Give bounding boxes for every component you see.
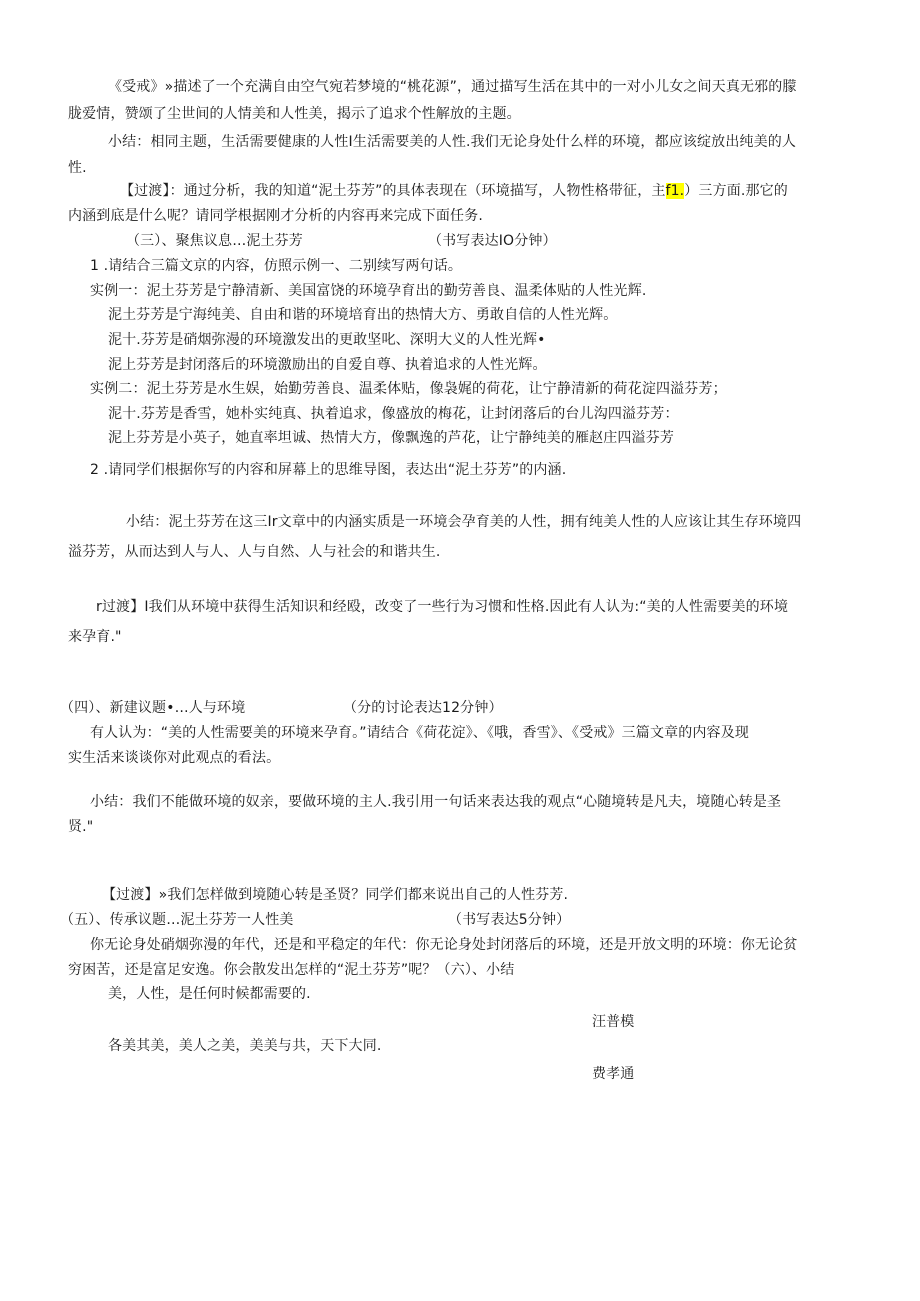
summary-1-line-2: 性. bbox=[68, 160, 87, 176]
transition-1-text-b: ）三方面.那它的 bbox=[684, 183, 788, 199]
summary-3-line-1: 小结：我们不能做环境的奴亲，要做环境的主人.我引用一句话来表达我的观点“心随境转是凡夫，境随心转是圣 bbox=[90, 794, 782, 810]
summary-2-line-1: 小结：泥土芬芳在这三Ir文章中的内涵实质是一环境会孕育美的人性，拥有纯美人性的人应该让其生存环境四 bbox=[126, 514, 802, 530]
example-2-answer-b: 泥上芬芳是小英子，她直率坦诚、热情大方，像飘逸的芦花，让宁静纯美的雁赵庄四溢芬芳 bbox=[108, 430, 674, 446]
section-5-time-note: （书写表达5分钟） bbox=[448, 912, 571, 928]
paragraph-5-line-1: 你无论身处硝烟弥漫的年代，还是和平稳定的年代：你无论身处封闭落后的环境，还是开放文明的环境：你无论贫 bbox=[90, 937, 798, 953]
transition-2-line-1: r过渡】I我们从环境中获得生活知识和经殴，改变了一些行为习惯和性格.因此有人认为:“美的人性需要美的环境 bbox=[96, 599, 789, 615]
transition-1-line-2: 内涵到底是什么呢？请同学根据刚才分析的内容再来完成下面任务. bbox=[68, 208, 483, 224]
example-2-line: 实例二：泥土芬芳是水生娱，始勤劳善良、温柔体贴，像袅娓的荷花，让宁静清新的荷花淀四溢芬芳； bbox=[90, 381, 727, 397]
highlighted-text: f1. bbox=[665, 183, 685, 199]
section-4-heading: （四）、新建议题•…人与环境 bbox=[60, 700, 246, 716]
summary-2-line-2: 溢芬芳，从而达到人与人、人与自然、人与社会的和谐共生. bbox=[68, 544, 441, 560]
question-4-line-1: 有人认为：“美的人性需要美的环境来孕育。”请结合《荷花淀》、《哦，香雪》、《受戒》三篇文章的内容及现 bbox=[90, 725, 750, 741]
task-2: 2 .请同学们根据你写的内容和屏幕上的思维导图，表达出“泥土芬芳”的内涵. bbox=[90, 462, 567, 478]
section-5-heading: （五）、传承议题…泥土芬芳一人性美 bbox=[60, 912, 294, 928]
paragraph-intro-line-1: 《受戒》»描述了一个充满自由空气宛若梦境的“桃花源”，通过描写生活在其中的一对小儿女之间天真无邪的朦 bbox=[108, 79, 797, 95]
transition-1-line-1 bbox=[120, 181, 788, 201]
section-4-time-note: （分的讨论表达12分钟） bbox=[343, 700, 503, 716]
transition-3: 【过渡】»我们怎样做到境随心转是圣贤？同学们都来说出自己的人性芬芳. bbox=[102, 887, 569, 903]
example-1-answer-b: 泥十.芬芳是硝烟弥漫的环境激发出的更敢坚叱、深明大义的人性光辉• bbox=[108, 332, 546, 348]
paragraph-intro-line-2: 胧爱情，赞颂了尘世间的人情美和人性美，揭示了追求个性解放的主题。 bbox=[68, 106, 521, 122]
task-1: 1 .请结合三篇文京的内容，仿照示例一、二别续写两句话。 bbox=[90, 258, 463, 274]
summary-3-line-2: 贤." bbox=[68, 819, 94, 835]
section-3-heading: （三）、聚焦议息…泥土芬芳 bbox=[126, 233, 303, 249]
transition-2-line-2: 来孕育." bbox=[68, 629, 122, 645]
transition-1-text-a: 【过渡】：通过分析，我的知道“泥土芬芳”的具体表现在（环境描写，人物性格带征，主 bbox=[120, 183, 666, 199]
quote-1-author: 汪普模 bbox=[592, 1014, 635, 1030]
example-1-answer-a: 泥土芬芳是宁海纯美、自由和谐的环境培育出的热情大方、勇敢自信的人性光辉。 bbox=[108, 307, 618, 323]
example-1-answer-c: 泥上芬芳是封闭落后的环境激励出的自爱自尊、执着追求的人性光辉。 bbox=[108, 357, 547, 373]
summary-1-line-1: 小结：相同主题，生活需要健康的人性I生活需要美的人性.我们无论身处什么样的环境，都应该绽放出纯美的人 bbox=[108, 134, 797, 150]
quote-2-author: 费孝通 bbox=[592, 1066, 635, 1082]
question-4-line-2: 实生活来谈谈你对此观点的看法。 bbox=[68, 750, 281, 766]
paragraph-5-line-2: 穷困苦，还是富足安逸。你会散发出怎样的“泥土芬芳”呢？（六）、小结 bbox=[68, 962, 515, 978]
example-2-answer-a: 泥十.芬芳是香雪，她朴实纯真、执着追求，像盛放的梅花，让封闭落后的台儿沟四溢芬芳： bbox=[108, 406, 679, 422]
example-1-line: 实例一：泥土芬芳是宁静清新、美国富饶的环境孕育出的勤劳善良、温柔体贴的人性光辉. bbox=[90, 283, 647, 299]
quote-1: 美，人性，是任何时候都需要的. bbox=[108, 986, 311, 1002]
section-3-time-note: （书写表达IO分钟） bbox=[428, 233, 557, 249]
quote-2: 各美其美，美人之美，美美与共，天下大同. bbox=[108, 1038, 382, 1054]
